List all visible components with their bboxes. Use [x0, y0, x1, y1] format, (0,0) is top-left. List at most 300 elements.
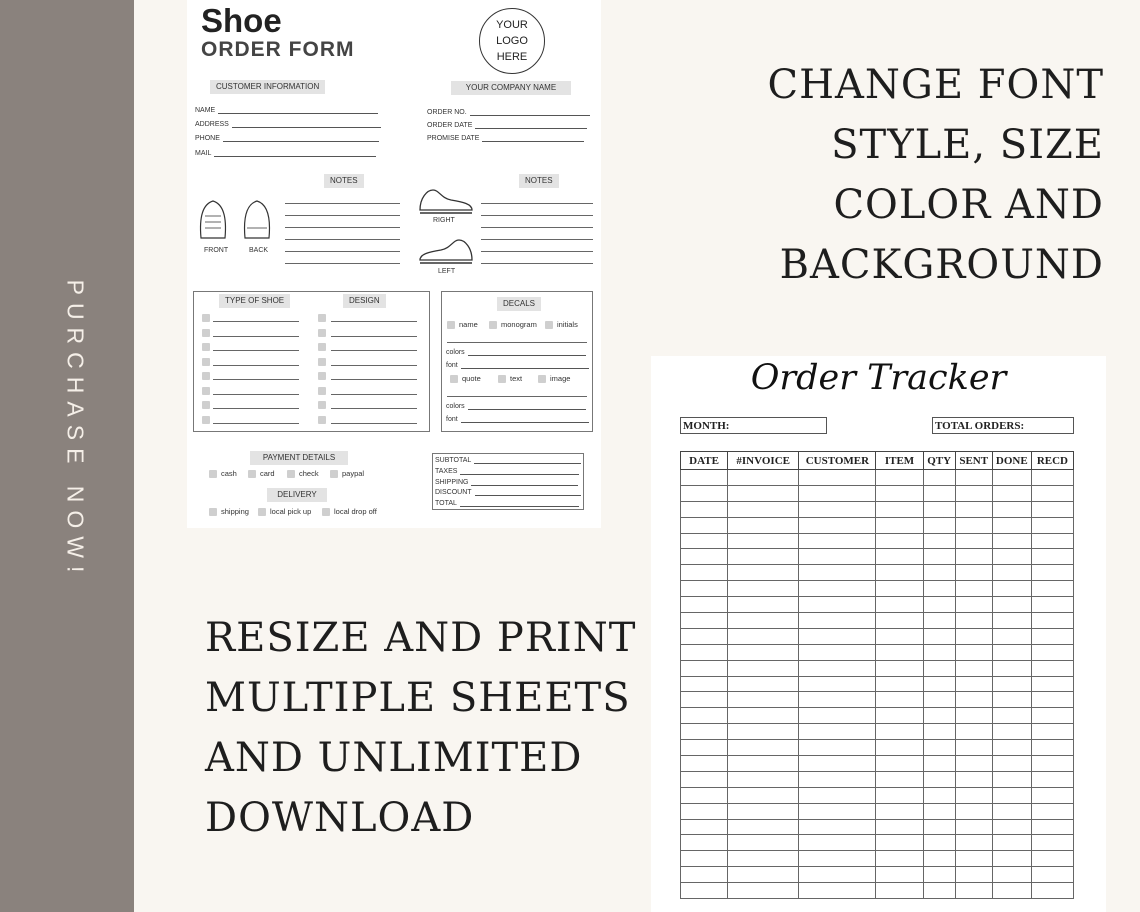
checkbox[interactable]: [318, 358, 326, 366]
tracker-cell[interactable]: [799, 501, 876, 517]
tracker-cell[interactable]: [681, 692, 728, 708]
decal-option-text[interactable]: text: [498, 374, 522, 383]
tracker-cell[interactable]: [728, 883, 799, 899]
phone-field[interactable]: PHONE: [195, 134, 379, 142]
tracker-cell[interactable]: [992, 787, 1031, 803]
tracker-cell[interactable]: [728, 581, 799, 597]
tracker-row[interactable]: [681, 470, 1074, 486]
tracker-row[interactable]: [681, 501, 1074, 517]
tracker-cell[interactable]: [681, 835, 728, 851]
tracker-cell[interactable]: [799, 517, 876, 533]
tracker-cell[interactable]: [681, 867, 728, 883]
tracker-cell[interactable]: [955, 835, 992, 851]
tracker-cell[interactable]: [1031, 676, 1073, 692]
order-date-field[interactable]: ORDER DATE: [427, 121, 587, 129]
tracker-cell[interactable]: [955, 771, 992, 787]
checkbox[interactable]: [318, 401, 326, 409]
tracker-cell[interactable]: [923, 565, 955, 581]
tracker-cell[interactable]: [923, 676, 955, 692]
tracker-cell[interactable]: [955, 724, 992, 740]
tracker-cell[interactable]: [1031, 517, 1073, 533]
tracker-cell[interactable]: [923, 549, 955, 565]
tracker-cell[interactable]: [1031, 565, 1073, 581]
tracker-cell[interactable]: [1031, 549, 1073, 565]
tracker-cell[interactable]: [728, 549, 799, 565]
tracker-cell[interactable]: [923, 644, 955, 660]
tracker-cell[interactable]: [681, 517, 728, 533]
tracker-cell[interactable]: [728, 501, 799, 517]
tracker-row[interactable]: [681, 851, 1074, 867]
tracker-cell[interactable]: [799, 533, 876, 549]
tracker-cell[interactable]: [681, 644, 728, 660]
tracker-cell[interactable]: [799, 581, 876, 597]
tracker-cell[interactable]: [923, 835, 955, 851]
tracker-cell[interactable]: [923, 517, 955, 533]
tracker-cell[interactable]: [799, 771, 876, 787]
tracker-cell[interactable]: [1031, 628, 1073, 644]
tracker-cell[interactable]: [923, 581, 955, 597]
tracker-cell[interactable]: [728, 485, 799, 501]
tracker-cell[interactable]: [992, 835, 1031, 851]
tracker-title: Order Tracker: [750, 358, 1007, 398]
tracker-cell[interactable]: [876, 851, 923, 867]
tracker-cell[interactable]: [799, 756, 876, 772]
address-field[interactable]: ADDRESS: [195, 120, 381, 128]
tracker-cell[interactable]: [681, 470, 728, 486]
notes-lines[interactable]: [285, 192, 400, 264]
tracker-cell[interactable]: [728, 597, 799, 613]
tracker-cell[interactable]: [992, 724, 1031, 740]
tracker-cell[interactable]: [1031, 740, 1073, 756]
tracker-cell[interactable]: [876, 819, 923, 835]
tracker-cell[interactable]: [992, 771, 1031, 787]
tracker-cell[interactable]: [923, 470, 955, 486]
tracker-row[interactable]: [681, 803, 1074, 819]
tracker-cell[interactable]: [1031, 613, 1073, 629]
tracker-cell[interactable]: [955, 740, 992, 756]
tracker-cell[interactable]: [955, 581, 992, 597]
tracker-cell[interactable]: [955, 470, 992, 486]
totals-row[interactable]: [435, 499, 579, 507]
tracker-cell[interactable]: [1031, 597, 1073, 613]
tracker-cell[interactable]: [992, 597, 1031, 613]
tracker-cell[interactable]: [876, 485, 923, 501]
tracker-cell[interactable]: [876, 708, 923, 724]
tracker-cell[interactable]: [799, 644, 876, 660]
tracker-cell[interactable]: [992, 676, 1031, 692]
tracker-row[interactable]: [681, 517, 1074, 533]
tracker-cell[interactable]: [799, 708, 876, 724]
name-field[interactable]: NAME: [195, 106, 378, 114]
tracker-row[interactable]: [681, 549, 1074, 565]
tracker-cell[interactable]: [799, 787, 876, 803]
checkbox[interactable]: [202, 329, 210, 337]
tracker-cell[interactable]: [876, 628, 923, 644]
checkbox[interactable]: [318, 343, 326, 351]
tracker-cell[interactable]: [681, 883, 728, 899]
tracker-cell[interactable]: [728, 740, 799, 756]
tracker-cell[interactable]: [955, 867, 992, 883]
tracker-cell[interactable]: [992, 819, 1031, 835]
tracker-cell[interactable]: [876, 660, 923, 676]
tracker-cell[interactable]: [876, 565, 923, 581]
tracker-cell[interactable]: [992, 470, 1031, 486]
tracker-cell[interactable]: [923, 740, 955, 756]
tracker-row[interactable]: [681, 565, 1074, 581]
tracker-cell[interactable]: [799, 851, 876, 867]
tracker-cell[interactable]: [1031, 756, 1073, 772]
tracker-cell[interactable]: [1031, 708, 1073, 724]
tracker-row[interactable]: [681, 835, 1074, 851]
tracker-cell[interactable]: [681, 676, 728, 692]
tracker-cell[interactable]: [876, 549, 923, 565]
tracker-cell[interactable]: [876, 470, 923, 486]
tracker-cell[interactable]: [681, 708, 728, 724]
tracker-cell[interactable]: [955, 787, 992, 803]
tracker-cell[interactable]: [728, 613, 799, 629]
tracker-cell[interactable]: [876, 533, 923, 549]
tracker-row[interactable]: [681, 628, 1074, 644]
tracker-table[interactable]: [680, 451, 1074, 899]
tracker-cell[interactable]: [728, 692, 799, 708]
tracker-cell[interactable]: [923, 597, 955, 613]
totals-row[interactable]: [435, 467, 579, 475]
tracker-cell[interactable]: [1031, 787, 1073, 803]
tracker-cell[interactable]: [876, 756, 923, 772]
tracker-cell[interactable]: [681, 613, 728, 629]
checkbox[interactable]: [318, 372, 326, 380]
tracker-cell[interactable]: [923, 803, 955, 819]
tracker-cell[interactable]: [799, 628, 876, 644]
tracker-cell[interactable]: [876, 740, 923, 756]
totals-row[interactable]: [435, 488, 581, 496]
checkbox[interactable]: [318, 387, 326, 395]
checkbox[interactable]: [202, 372, 210, 380]
tracker-cell[interactable]: [728, 724, 799, 740]
tracker-cell[interactable]: [955, 756, 992, 772]
tracker-cell[interactable]: [992, 692, 1031, 708]
tracker-cell[interactable]: [799, 676, 876, 692]
payment-option-check[interactable]: check: [287, 469, 319, 478]
tracker-cell[interactable]: [799, 835, 876, 851]
font-field[interactable]: font: [446, 361, 589, 369]
tracker-row[interactable]: [681, 819, 1074, 835]
tracker-cell[interactable]: [681, 771, 728, 787]
tracker-cell[interactable]: [876, 644, 923, 660]
tracker-cell[interactable]: [955, 549, 992, 565]
tracker-cell[interactable]: [876, 501, 923, 517]
tracker-cell[interactable]: [1031, 660, 1073, 676]
tracker-cell[interactable]: [992, 883, 1031, 899]
tracker-cell[interactable]: [1031, 803, 1073, 819]
tracker-cell[interactable]: [992, 708, 1031, 724]
tracker-cell[interactable]: [799, 597, 876, 613]
sidebar: [0, 0, 134, 912]
tracker-cell[interactable]: [728, 517, 799, 533]
tracker-cell[interactable]: [799, 485, 876, 501]
tracker-cell[interactable]: [992, 644, 1031, 660]
tracker-cell[interactable]: [728, 470, 799, 486]
tracker-row[interactable]: [681, 883, 1074, 899]
tracker-cell[interactable]: [992, 581, 1031, 597]
tracker-row[interactable]: [681, 660, 1074, 676]
tracker-cell[interactable]: [955, 676, 992, 692]
tracker-cell[interactable]: [728, 787, 799, 803]
delivery-option-local-dropoff[interactable]: local drop off: [322, 507, 377, 516]
tracker-cell[interactable]: [955, 485, 992, 501]
tracker-cell[interactable]: [992, 660, 1031, 676]
tracker-cell[interactable]: [923, 533, 955, 549]
tracker-cell[interactable]: [955, 517, 992, 533]
tracker-cell[interactable]: [728, 803, 799, 819]
tracker-cell[interactable]: [876, 771, 923, 787]
tracker-cell[interactable]: [955, 851, 992, 867]
tracker-cell[interactable]: [728, 819, 799, 835]
tracker-cell[interactable]: [799, 660, 876, 676]
tracker-cell[interactable]: [681, 581, 728, 597]
tracker-cell[interactable]: [955, 708, 992, 724]
tracker-cell[interactable]: [955, 597, 992, 613]
tracker-cell[interactable]: [923, 867, 955, 883]
tracker-row[interactable]: [681, 676, 1074, 692]
tracker-row[interactable]: [681, 708, 1074, 724]
tracker-cell[interactable]: [955, 692, 992, 708]
tracker-cell[interactable]: [799, 819, 876, 835]
tracker-cell[interactable]: [923, 485, 955, 501]
tracker-cell[interactable]: [1031, 835, 1073, 851]
tracker-row[interactable]: [681, 771, 1074, 787]
payment-option-card[interactable]: card: [248, 469, 275, 478]
tracker-cell[interactable]: [799, 692, 876, 708]
tracker-row[interactable]: [681, 867, 1074, 883]
decal-option-initials[interactable]: initials: [545, 320, 578, 329]
tracker-cell[interactable]: [955, 533, 992, 549]
tracker-cell[interactable]: [992, 501, 1031, 517]
checkbox[interactable]: [202, 314, 210, 322]
tracker-cell[interactable]: [1031, 771, 1073, 787]
checkbox[interactable]: [318, 329, 326, 337]
tracker-cell[interactable]: [1031, 470, 1073, 486]
tracker-cell[interactable]: [876, 883, 923, 899]
tracker-cell[interactable]: [923, 851, 955, 867]
tracker-cell[interactable]: [992, 533, 1031, 549]
tracker-cell[interactable]: [681, 660, 728, 676]
checkbox[interactable]: [202, 401, 210, 409]
tracker-cell[interactable]: [955, 613, 992, 629]
tracker-cell[interactable]: [681, 533, 728, 549]
colors-field[interactable]: colors: [446, 402, 586, 410]
month-field[interactable]: MONTH:: [680, 417, 827, 434]
tracker-cell[interactable]: [955, 803, 992, 819]
tracker-cell[interactable]: [955, 565, 992, 581]
tracker-cell[interactable]: [728, 533, 799, 549]
tracker-row[interactable]: [681, 581, 1074, 597]
tracker-cell[interactable]: [799, 867, 876, 883]
tracker-cell[interactable]: [876, 867, 923, 883]
tracker-row[interactable]: [681, 613, 1074, 629]
tracker-cell[interactable]: [681, 724, 728, 740]
decal-option-quote[interactable]: quote: [450, 374, 481, 383]
tracker-cell[interactable]: [923, 724, 955, 740]
tracker-cell[interactable]: [923, 692, 955, 708]
tracker-row[interactable]: [681, 724, 1074, 740]
tracker-cell[interactable]: [923, 613, 955, 629]
font-field[interactable]: font: [446, 415, 589, 423]
tracker-cell[interactable]: [799, 724, 876, 740]
tracker-cell[interactable]: [955, 819, 992, 835]
delivery-option-shipping[interactable]: shipping: [209, 507, 249, 516]
tracker-cell[interactable]: [923, 628, 955, 644]
tracker-cell[interactable]: [876, 787, 923, 803]
tracker-cell[interactable]: [728, 708, 799, 724]
decal-option-name[interactable]: name: [447, 320, 478, 329]
tracker-cell[interactable]: [923, 819, 955, 835]
tracker-cell[interactable]: [923, 883, 955, 899]
checkbox[interactable]: [202, 387, 210, 395]
tracker-cell[interactable]: [681, 565, 728, 581]
tracker-cell[interactable]: [1031, 851, 1073, 867]
entry-line: [331, 321, 417, 322]
tracker-cell[interactable]: [728, 660, 799, 676]
totals-row[interactable]: [435, 478, 578, 486]
tracker-cell[interactable]: [1031, 724, 1073, 740]
tracker-cell[interactable]: [799, 883, 876, 899]
notes-lines[interactable]: [481, 192, 593, 264]
tracker-row[interactable]: [681, 485, 1074, 501]
tracker-row[interactable]: [681, 644, 1074, 660]
tracker-cell[interactable]: [876, 835, 923, 851]
tracker-cell[interactable]: [923, 708, 955, 724]
totals-row[interactable]: [435, 456, 581, 464]
tracker-cell[interactable]: [681, 787, 728, 803]
tracker-cell[interactable]: [955, 644, 992, 660]
tracker-cell[interactable]: [681, 803, 728, 819]
tracker-cell[interactable]: [681, 851, 728, 867]
promise-date-field[interactable]: PROMISE DATE: [427, 134, 584, 142]
tracker-cell[interactable]: [728, 756, 799, 772]
checkbox[interactable]: [202, 343, 210, 351]
total-orders-field[interactable]: TOTAL ORDERS:: [932, 417, 1074, 434]
tracker-cell[interactable]: [992, 628, 1031, 644]
order-no-field[interactable]: ORDER NO.: [427, 108, 590, 116]
tracker-cell[interactable]: [1031, 644, 1073, 660]
tracker-row[interactable]: [681, 597, 1074, 613]
tracker-cell[interactable]: [728, 851, 799, 867]
tracker-cell[interactable]: [728, 835, 799, 851]
tracker-cell[interactable]: [923, 756, 955, 772]
tracker-row[interactable]: [681, 533, 1074, 549]
tracker-cell[interactable]: [876, 613, 923, 629]
tracker-cell[interactable]: [1031, 819, 1073, 835]
tracker-cell[interactable]: [876, 597, 923, 613]
tracker-cell[interactable]: [681, 501, 728, 517]
tracker-cell[interactable]: [681, 756, 728, 772]
tracker-cell[interactable]: [992, 485, 1031, 501]
tracker-header-row: [681, 452, 1074, 470]
payment-option-cash[interactable]: cash: [209, 469, 237, 478]
tracker-cell[interactable]: [876, 692, 923, 708]
tracker-cell[interactable]: [1031, 883, 1073, 899]
tracker-cell[interactable]: [955, 660, 992, 676]
tracker-cell[interactable]: [799, 565, 876, 581]
tracker-cell[interactable]: [992, 565, 1031, 581]
tracker-cell[interactable]: [728, 676, 799, 692]
checkbox[interactable]: [202, 358, 210, 366]
checkbox[interactable]: [318, 416, 326, 424]
tracker-cell[interactable]: [728, 565, 799, 581]
tracker-cell[interactable]: [728, 628, 799, 644]
tracker-cell[interactable]: [728, 867, 799, 883]
tracker-cell[interactable]: [799, 740, 876, 756]
right-label: RIGHT: [433, 217, 455, 224]
payment-option-paypal[interactable]: paypal: [330, 469, 364, 478]
delivery-option-local-pickup[interactable]: local pick up: [258, 507, 311, 516]
totals-label: TOTAL: [435, 500, 457, 508]
tracker-cell[interactable]: [992, 851, 1031, 867]
checkbox[interactable]: [318, 314, 326, 322]
tracker-cell[interactable]: [955, 628, 992, 644]
tracker-cell[interactable]: [799, 470, 876, 486]
tracker-cell[interactable]: [992, 867, 1031, 883]
tracker-cell[interactable]: [876, 803, 923, 819]
tracker-cell[interactable]: [681, 819, 728, 835]
decal-option-monogram[interactable]: monogram: [489, 320, 537, 329]
tracker-cell[interactable]: [992, 613, 1031, 629]
tracker-cell[interactable]: [876, 581, 923, 597]
tracker-cell[interactable]: [681, 485, 728, 501]
tracker-cell[interactable]: [681, 549, 728, 565]
tracker-row[interactable]: [681, 692, 1074, 708]
tracker-cell[interactable]: [992, 517, 1031, 533]
tracker-cell[interactable]: [923, 660, 955, 676]
tracker-cell[interactable]: [923, 771, 955, 787]
colors-field[interactable]: colors: [446, 348, 586, 356]
decal-option-image[interactable]: image: [538, 374, 570, 383]
tracker-cell[interactable]: [681, 628, 728, 644]
tracker-cell[interactable]: [1031, 485, 1073, 501]
checkbox[interactable]: [202, 416, 210, 424]
tracker-row[interactable]: [681, 787, 1074, 803]
tracker-cell[interactable]: [799, 613, 876, 629]
tracker-cell[interactable]: [992, 803, 1031, 819]
tracker-cell[interactable]: [1031, 533, 1073, 549]
tracker-cell[interactable]: [799, 803, 876, 819]
tracker-cell[interactable]: [992, 740, 1031, 756]
tracker-cell[interactable]: [992, 756, 1031, 772]
tracker-cell[interactable]: [728, 771, 799, 787]
tracker-cell[interactable]: [955, 883, 992, 899]
purchase-now-label[interactable]: PURCHASE NOW!: [62, 279, 89, 581]
tracker-cell[interactable]: [728, 644, 799, 660]
tracker-cell[interactable]: [876, 517, 923, 533]
tracker-row[interactable]: [681, 756, 1074, 772]
tracker-cell[interactable]: [681, 597, 728, 613]
tracker-cell[interactable]: [1031, 867, 1073, 883]
tracker-cell[interactable]: [876, 676, 923, 692]
tracker-cell[interactable]: [1031, 501, 1073, 517]
tracker-cell[interactable]: [992, 549, 1031, 565]
tracker-cell[interactable]: [876, 724, 923, 740]
tracker-cell[interactable]: [799, 549, 876, 565]
tracker-cell[interactable]: [1031, 692, 1073, 708]
tracker-cell[interactable]: [923, 501, 955, 517]
tracker-cell[interactable]: [681, 740, 728, 756]
tracker-cell[interactable]: [923, 787, 955, 803]
mail-field[interactable]: MAIL: [195, 149, 376, 157]
tracker-row[interactable]: [681, 740, 1074, 756]
tracker-cell[interactable]: [1031, 581, 1073, 597]
tracker-cell[interactable]: [955, 501, 992, 517]
